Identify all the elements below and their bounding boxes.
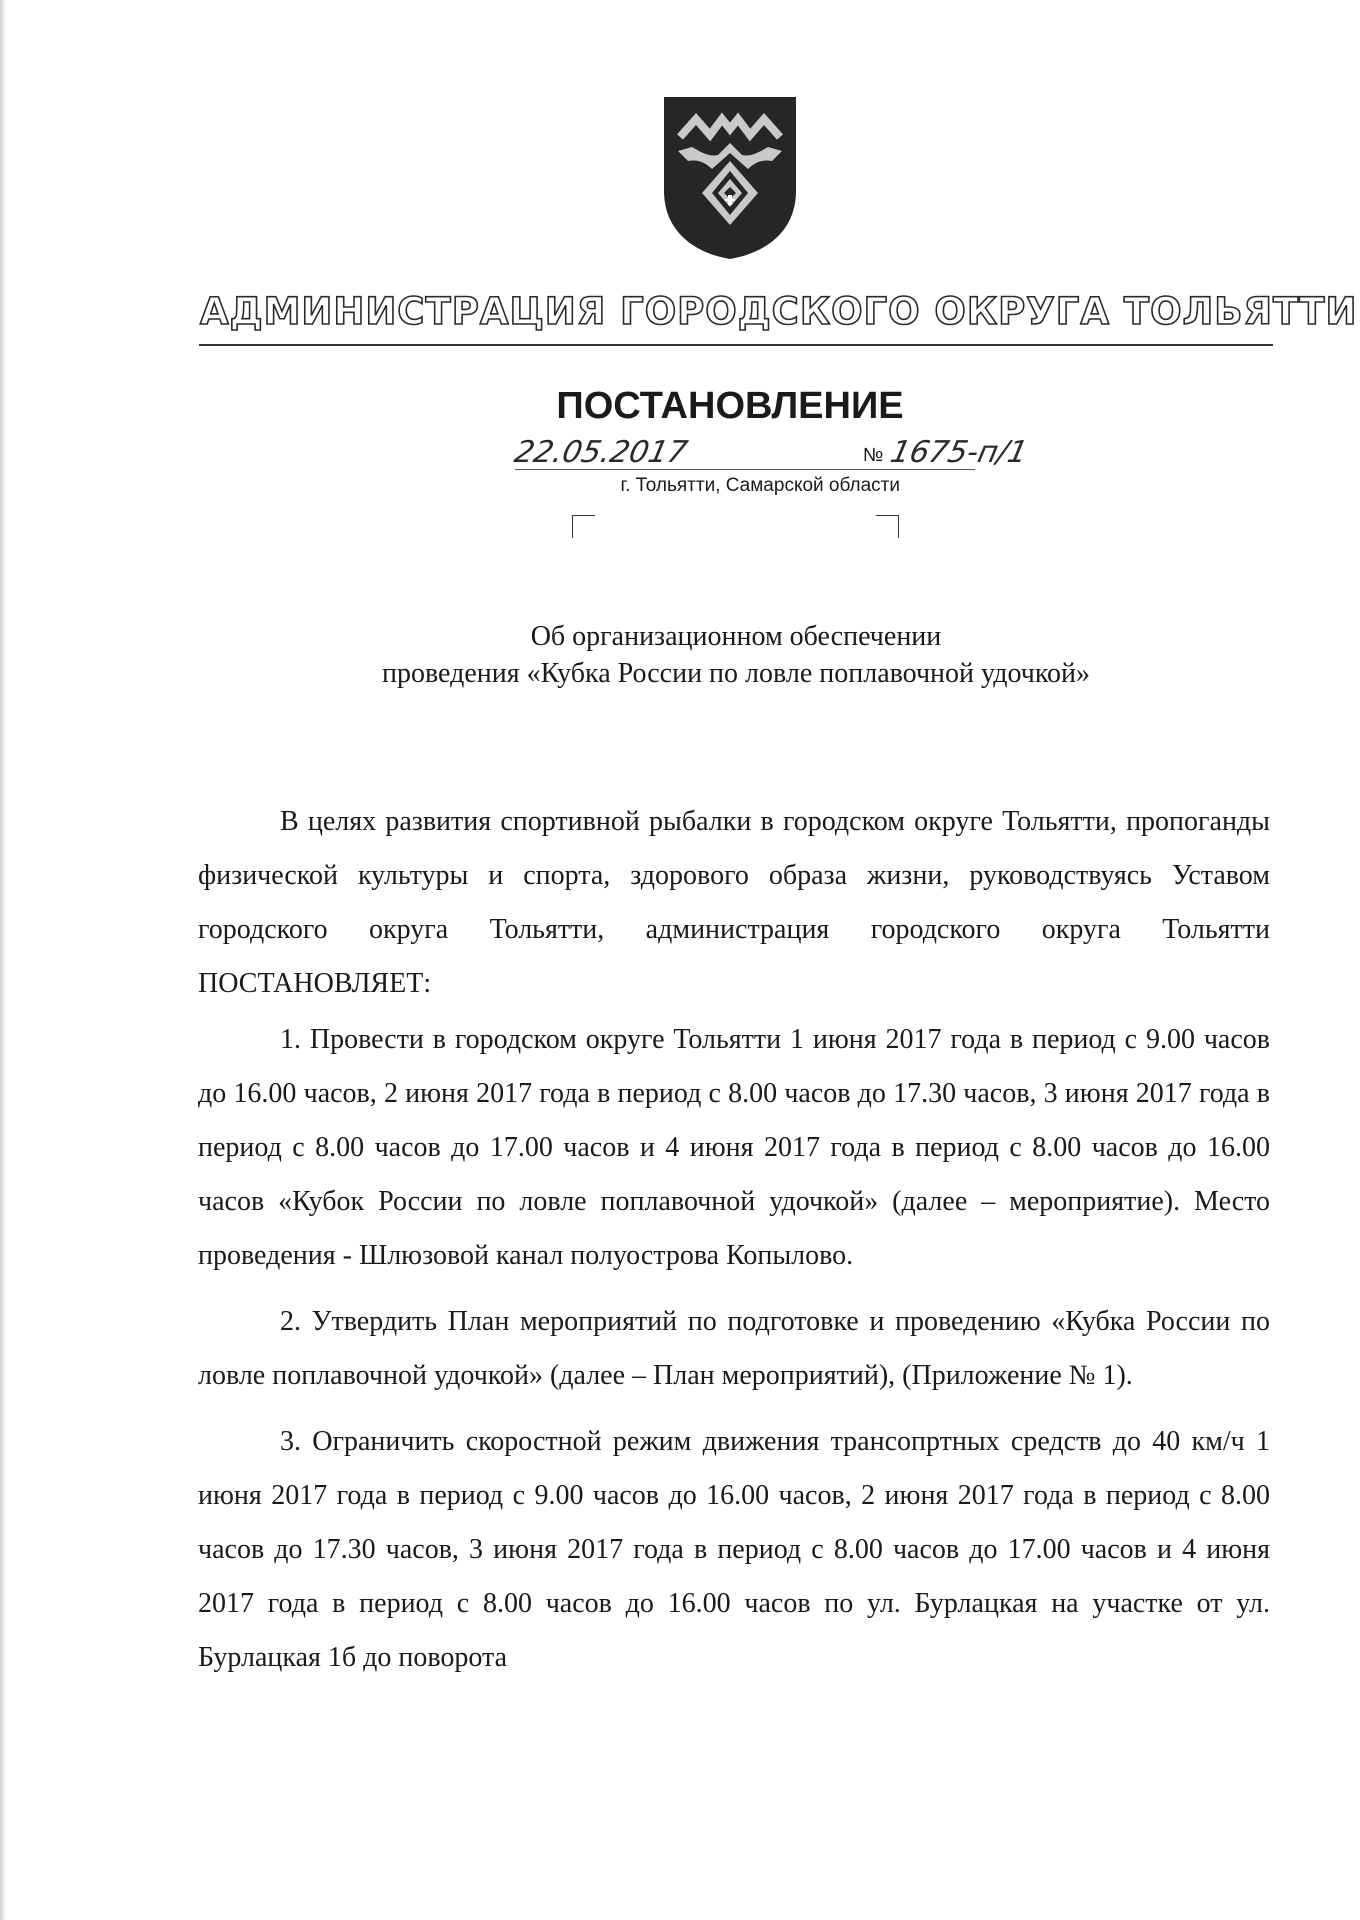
document-type: ПОСТАНОВЛЕНИЕ [556, 385, 904, 427]
preamble-paragraph: В целях развития спортивной рыбалки в городском округе Тольятти, пропоганды физической культуры и спорта, здорового образа жизни, руководствуясь Уставом городского округа Тольятти, администрация городского округа Тольятти ПОСТАНОВЛЯЕТ: [198, 806, 1270, 999]
item-1-paragraph: 1. Провести в городском округе Тольятти 1 июня 2017 года в период с 9.00 часов до 16.00 часов, 2 июня 2017 года в период с 8.00 часов до 17.30 часов, 3 июня 2017 года в период с 8.00 часов до 17.00 часов и 4 июня 2017 года в период с 8.00 часов до 16.00 часов «Кубок России по ловле поплавочной удочкой» (далее – мероприятие). Место проведения - Шлюзовой канал полуострова Копылово. [198, 1024, 1270, 1271]
title-bracket-left [572, 515, 595, 538]
handwritten-number: 1675-п/1 [887, 435, 1031, 470]
registration-underline [515, 469, 975, 470]
item-2-paragraph: 2. Утвердить План мероприятий по подготовке и проведению «Кубка России по ловле поплавочной удочкой» (далее – План мероприятий), (Приложение № 1). [198, 1306, 1270, 1391]
header-divider [199, 344, 1273, 346]
city-emblem-icon [662, 95, 798, 261]
registration-line [511, 435, 1031, 475]
scan-edge-shadow [0, 0, 6, 1920]
organization-title: АДМИНИСТРАЦИЯ ГОРОДСКОГО ОКРУГА ТОЛЬЯТТИ [200, 290, 1358, 333]
title-bracket-right [876, 515, 899, 538]
document-body [198, 795, 1270, 1687]
number-sign: № [863, 445, 884, 466]
document-subject [200, 618, 1272, 692]
handwritten-date: 22.05.2017 [511, 435, 691, 470]
city-location: г. Тольятти, Самарской области [620, 475, 900, 496]
subject-line-1: Об организационном обеспечении [530, 621, 942, 652]
item-3-paragraph: 3. Ограничить скоростной режим движения трансопртных средств до 40 км/ч 1 июня 2017 года в период с 9.00 часов до 16.00 часов, 2 июня 2017 года в период с 8.00 часов до 17.30 часов, 3 июня 2017 года в период с 8.00 часов до 17.00 часов и 4 июня 2017 года в период с 8.00 часов до 16.00 часов по ул. Бурлацкая на участке от ул. Бурлацкая 1б до поворота [198, 1426, 1270, 1673]
subject-line-2: проведения «Кубка России по ловле поплавочной удочкой» [381, 658, 1090, 689]
